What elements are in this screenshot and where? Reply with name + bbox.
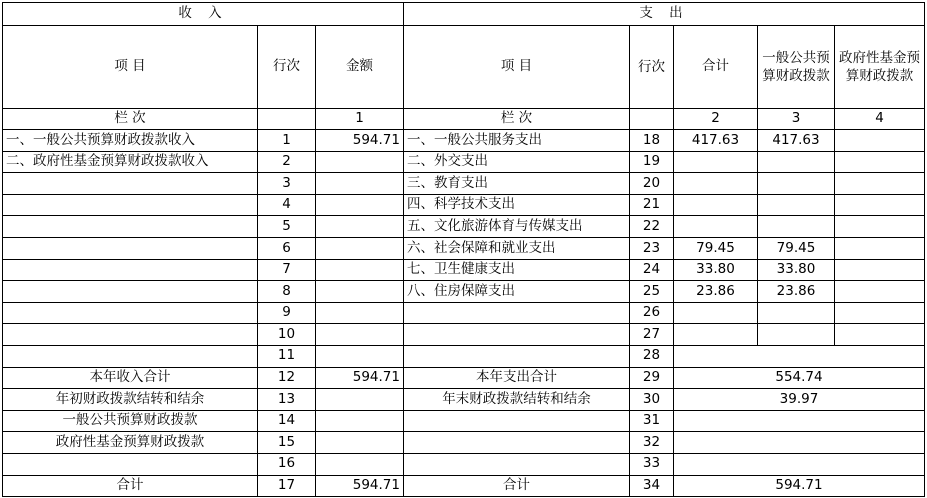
expense-total-label: 合计	[404, 475, 630, 497]
expense-item-header: 项 目	[404, 26, 630, 109]
expense-fund-budget	[835, 151, 925, 173]
expense-summary-value: 554.74	[674, 367, 925, 389]
income-amount	[316, 281, 404, 303]
income-row-no: 16	[258, 453, 316, 475]
table-row	[3, 130, 925, 152]
table-row	[3, 324, 925, 346]
income-row-no: 11	[258, 345, 316, 367]
expense-lanci-label: 栏 次	[404, 109, 630, 130]
expense-fund-budget	[835, 194, 925, 216]
income-row-no-header: 行次	[258, 26, 316, 109]
income-amount	[316, 194, 404, 216]
expense-row-no: 25	[630, 281, 674, 303]
summary-row	[3, 367, 925, 389]
expense-row-no: 21	[630, 194, 674, 216]
expense-summary-item: 年末财政拨款结转和结余	[404, 389, 630, 411]
expense-total	[674, 324, 758, 346]
expense-fund-budget	[835, 130, 925, 152]
income-amount	[316, 389, 404, 411]
income-item: 一、一般公共预算财政拨款收入	[3, 130, 258, 152]
expense-row-no: 27	[630, 324, 674, 346]
expense-lanci-total: 2	[674, 109, 758, 130]
expense-fund-budget	[835, 237, 925, 259]
expense-summary-item	[404, 453, 630, 475]
expense-item: 一、一般公共服务支出	[404, 130, 630, 152]
income-item	[3, 216, 258, 238]
expense-item	[404, 345, 630, 367]
expense-fund-budget	[835, 324, 925, 346]
income-item	[3, 302, 258, 324]
income-row-no: 12	[258, 367, 316, 389]
expense-fund-budget	[835, 281, 925, 303]
income-summary-item: 一般公共预算财政拨款	[3, 410, 258, 432]
expense-summary-item	[404, 410, 630, 432]
expense-row-no: 32	[630, 432, 674, 454]
expense-value-merged	[674, 345, 925, 367]
income-row-no: 4	[258, 194, 316, 216]
income-amount	[316, 302, 404, 324]
expense-summary-item: 本年支出合计	[404, 367, 630, 389]
expense-row-no: 29	[630, 367, 674, 389]
expense-item: 六、社会保障和就业支出	[404, 237, 630, 259]
income-amount	[316, 151, 404, 173]
expense-summary-item	[404, 432, 630, 454]
table-row	[3, 194, 925, 216]
expense-total-value: 594.71	[674, 475, 925, 497]
table-row	[3, 259, 925, 281]
income-row-no: 7	[258, 259, 316, 281]
expense-summary-value	[674, 432, 925, 454]
income-amount	[316, 432, 404, 454]
expense-summary-value: 39.97	[674, 389, 925, 411]
expense-lanci-general: 3	[758, 109, 835, 130]
expense-fund-budget	[835, 302, 925, 324]
income-summary-item: 年初财政拨款结转和结余	[3, 389, 258, 411]
expense-general-budget: 23.86	[758, 281, 835, 303]
expense-item: 二、外交支出	[404, 151, 630, 173]
income-amount	[316, 237, 404, 259]
expense-total-header: 合计	[674, 26, 758, 109]
expense-row-no: 18	[630, 130, 674, 152]
table-row	[3, 302, 925, 324]
income-row-no: 10	[258, 324, 316, 346]
expense-total	[674, 216, 758, 238]
income-amount	[316, 453, 404, 475]
income-item	[3, 345, 258, 367]
income-summary-item: 政府性基金预算财政拨款	[3, 432, 258, 454]
income-amount: 594.71	[316, 130, 404, 152]
expense-item	[404, 324, 630, 346]
table-row	[3, 173, 925, 195]
expense-total-row-no: 34	[630, 475, 674, 497]
expense-row-no: 22	[630, 216, 674, 238]
column-index-row	[3, 109, 925, 130]
expense-total	[674, 302, 758, 324]
summary-row	[3, 432, 925, 454]
expense-lanci-fund: 4	[835, 109, 925, 130]
income-amount	[316, 216, 404, 238]
income-amount-header: 金额	[316, 26, 404, 109]
column-header-row	[3, 26, 925, 109]
income-row-no: 14	[258, 410, 316, 432]
income-item	[3, 324, 258, 346]
table-row	[3, 237, 925, 259]
expense-total: 79.45	[674, 237, 758, 259]
income-row-no: 1	[258, 130, 316, 152]
income-amount	[316, 324, 404, 346]
expense-fund-budget-header: 政府性基金预算财政拨款	[835, 26, 925, 109]
expense-section-title: 支 出	[404, 3, 925, 26]
expense-general-budget	[758, 216, 835, 238]
expense-general-budget	[758, 324, 835, 346]
expense-lanci-row	[630, 109, 674, 130]
expense-total	[674, 151, 758, 173]
income-row-no: 9	[258, 302, 316, 324]
income-item	[3, 281, 258, 303]
expense-summary-value	[674, 453, 925, 475]
expense-row-no: 30	[630, 389, 674, 411]
income-item	[3, 194, 258, 216]
expense-item	[404, 302, 630, 324]
income-row-no: 2	[258, 151, 316, 173]
expense-row-no: 26	[630, 302, 674, 324]
table-row	[3, 345, 925, 367]
income-row-no: 6	[258, 237, 316, 259]
income-row-no: 3	[258, 173, 316, 195]
expense-total: 23.86	[674, 281, 758, 303]
expense-general-budget: 417.63	[758, 130, 835, 152]
income-item: 二、政府性基金预算财政拨款收入	[3, 151, 258, 173]
expense-row-no: 20	[630, 173, 674, 195]
summary-row	[3, 389, 925, 411]
expense-total	[674, 194, 758, 216]
expense-row-no: 19	[630, 151, 674, 173]
income-amount: 594.71	[316, 367, 404, 389]
expense-item: 四、科学技术支出	[404, 194, 630, 216]
expense-row-no: 24	[630, 259, 674, 281]
expense-general-budget	[758, 173, 835, 195]
expense-general-budget	[758, 151, 835, 173]
expense-fund-budget	[835, 259, 925, 281]
income-lanci-amount: 1	[316, 109, 404, 130]
expense-row-no: 31	[630, 410, 674, 432]
expense-fund-budget	[835, 216, 925, 238]
expense-item: 八、住房保障支出	[404, 281, 630, 303]
expense-total: 33.80	[674, 259, 758, 281]
income-total-label: 合计	[3, 475, 258, 497]
expense-item: 七、卫生健康支出	[404, 259, 630, 281]
expense-total	[674, 173, 758, 195]
income-item	[3, 237, 258, 259]
expense-item: 三、教育支出	[404, 173, 630, 195]
expense-general-budget	[758, 194, 835, 216]
expense-general-budget	[758, 302, 835, 324]
expense-fund-budget	[835, 173, 925, 195]
total-row	[3, 475, 925, 497]
table-row	[3, 151, 925, 173]
expense-summary-value	[674, 410, 925, 432]
expense-general-budget-header: 一般公共预算财政拨款	[758, 26, 835, 109]
expense-general-budget: 33.80	[758, 259, 835, 281]
income-amount	[316, 345, 404, 367]
income-row-no: 13	[258, 389, 316, 411]
expense-row-no: 28	[630, 345, 674, 367]
table-row	[3, 216, 925, 238]
income-row-no: 8	[258, 281, 316, 303]
expense-row-no-header: 行次	[630, 26, 674, 109]
income-amount	[316, 259, 404, 281]
income-row-no: 15	[258, 432, 316, 454]
summary-row	[3, 453, 925, 475]
income-total-row-no: 17	[258, 475, 316, 497]
expense-general-budget: 79.45	[758, 237, 835, 259]
section-header-row	[3, 3, 925, 26]
fiscal-budget-table	[2, 2, 925, 497]
income-amount	[316, 173, 404, 195]
income-item-header: 项 目	[3, 26, 258, 109]
expense-row-no: 33	[630, 453, 674, 475]
income-total-amount: 594.71	[316, 475, 404, 497]
income-lanci-label: 栏 次	[3, 109, 258, 130]
income-summary-item	[3, 453, 258, 475]
summary-row	[3, 410, 925, 432]
table-row	[3, 281, 925, 303]
income-item	[3, 173, 258, 195]
income-summary-item: 本年收入合计	[3, 367, 258, 389]
income-section-title: 收 入	[3, 3, 404, 26]
expense-row-no: 23	[630, 237, 674, 259]
income-amount	[316, 410, 404, 432]
expense-item: 五、文化旅游体育与传媒支出	[404, 216, 630, 238]
income-row-no: 5	[258, 216, 316, 238]
expense-total: 417.63	[674, 130, 758, 152]
income-item	[3, 259, 258, 281]
income-lanci-row	[258, 109, 316, 130]
